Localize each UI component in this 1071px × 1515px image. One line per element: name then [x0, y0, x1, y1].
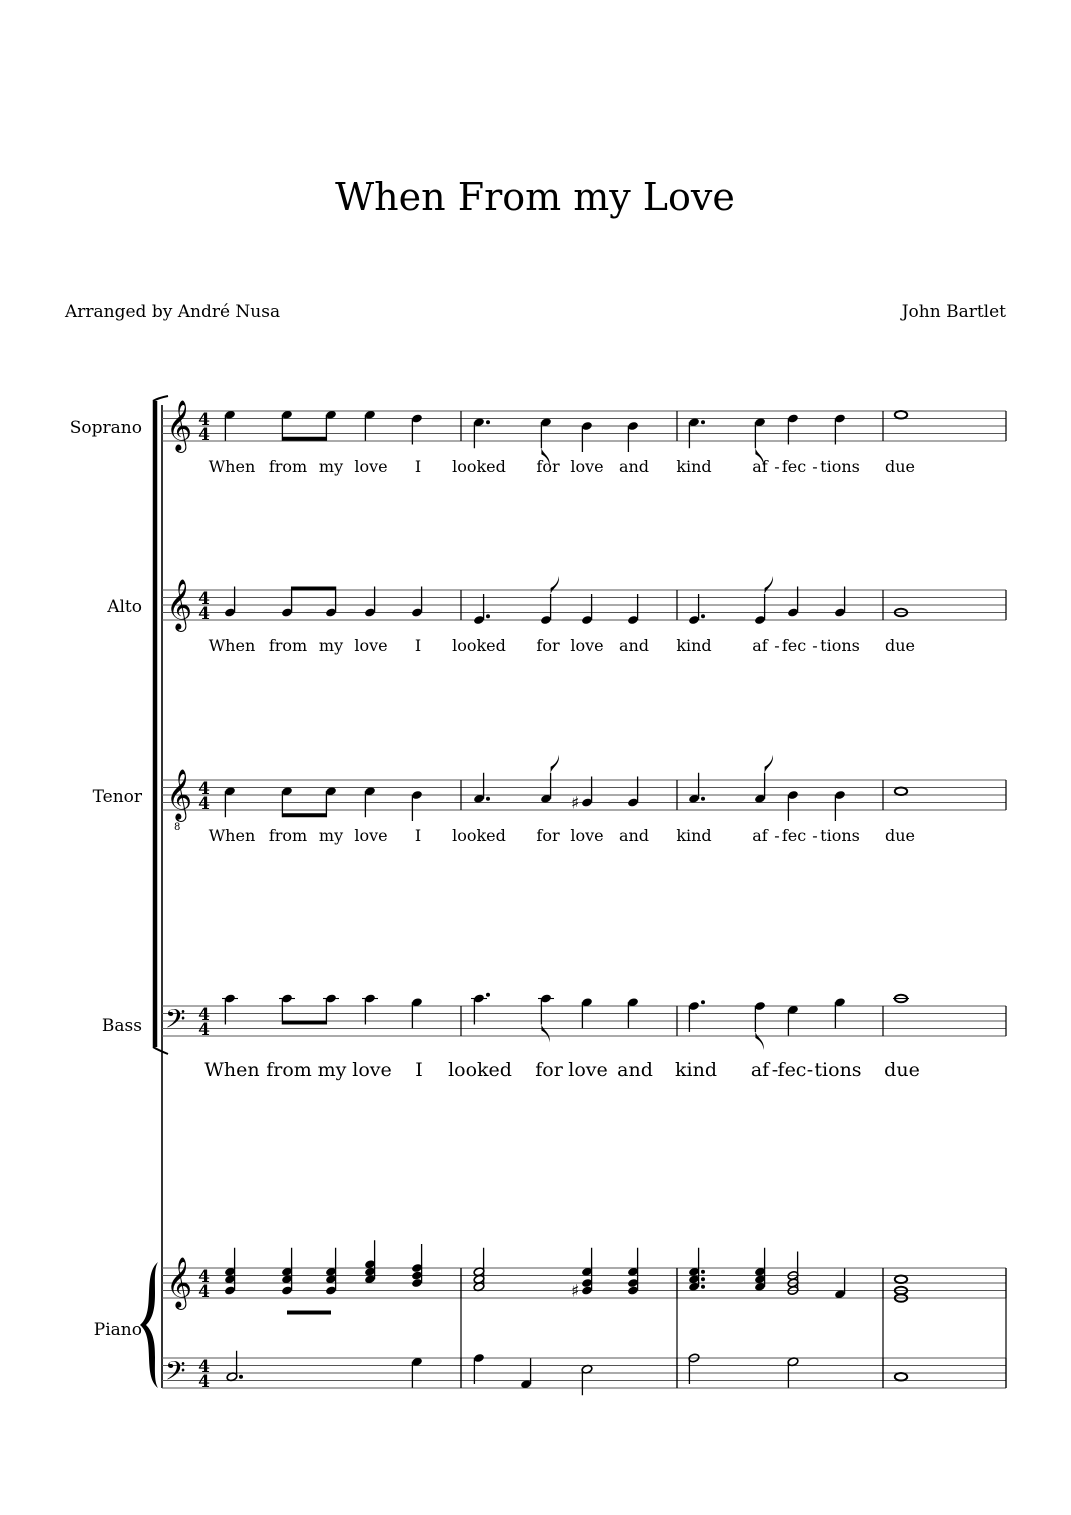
time-signature-denominator: 4 — [198, 604, 210, 624]
lyric-hyphen: - — [774, 826, 780, 845]
lyric-syllable: fec — [777, 1059, 807, 1081]
beam — [282, 1021, 326, 1025]
lyric-syllable: love — [570, 636, 604, 655]
lyric-syllable: and — [618, 457, 650, 476]
lyric-syllable: When — [208, 826, 256, 845]
bass-clef-icon: 𝄢 — [165, 1355, 186, 1393]
lyric-syllable: from — [268, 457, 308, 476]
staff-lines — [162, 411, 1006, 1388]
lyric-hyphen: - — [812, 826, 818, 845]
lyrics-alto — [209, 636, 915, 655]
staff-label-tenor: Tenor — [92, 787, 142, 807]
augmentation-dot — [701, 1000, 705, 1004]
lyric-syllable: love — [352, 1059, 392, 1081]
lyric-syllable: for — [536, 457, 560, 476]
augmentation-dot — [701, 1277, 705, 1281]
lyric-syllable: kind — [675, 1059, 717, 1081]
time-signature-denominator: 4 — [198, 425, 210, 445]
time-signature-numerator: 4 — [198, 410, 210, 430]
augmentation-dot — [486, 614, 490, 618]
lyric-syllable: When — [208, 457, 256, 476]
time-signature-numerator: 4 — [198, 589, 210, 609]
lyric-syllable: love — [568, 1059, 608, 1081]
beam — [282, 813, 326, 817]
lyric-syllable: for — [535, 1059, 563, 1081]
whole-note — [895, 1275, 907, 1283]
lyric-syllable: af — [752, 457, 768, 476]
lyric-hyphen: - — [806, 1059, 814, 1081]
lyric-syllable: I — [414, 636, 422, 655]
eighth-flag — [765, 755, 773, 773]
lyrics-bass — [204, 1059, 919, 1081]
lyric-syllable: and — [617, 1059, 653, 1081]
lyric-hyphen: - — [771, 1059, 779, 1081]
time-signature-numerator: 4 — [198, 1357, 210, 1377]
augmentation-dot — [486, 797, 490, 801]
staff-label-alto: Alto — [107, 597, 142, 617]
lyric-syllable: looked — [448, 1059, 512, 1081]
lyric-syllable: I — [414, 826, 422, 845]
lyric-syllable: love — [354, 457, 388, 476]
treble-clef-icon: 𝄞 — [166, 579, 193, 630]
lyric-syllable: my — [318, 457, 344, 476]
staff-label-bass: Bass — [101, 1016, 142, 1036]
lyric-syllable: kind — [676, 457, 712, 476]
lyric-hyphen: - — [812, 636, 818, 655]
lyric-syllable: I — [415, 1059, 423, 1081]
lyric-syllable: from — [268, 826, 308, 845]
lyric-syllable: looked — [452, 636, 506, 655]
lyric-syllable: When — [204, 1059, 260, 1081]
eighth-flag — [551, 755, 559, 773]
treble-clef-icon: 𝄞 — [166, 769, 193, 820]
augmentation-dot — [239, 1375, 243, 1379]
whole-note — [895, 411, 907, 419]
lyric-syllable: fec — [781, 636, 807, 655]
treble-clef-icon: 𝄞 — [166, 400, 193, 451]
lyric-syllable: tions — [814, 1059, 862, 1081]
lyric-syllable: due — [884, 826, 916, 845]
octave-marker: 8 — [174, 822, 181, 833]
augmentation-dot — [701, 797, 705, 801]
augmentation-dot — [701, 614, 705, 618]
lyric-syllable: and — [618, 636, 650, 655]
staff-label-piano: Piano — [93, 1320, 142, 1340]
augmentation-dot — [701, 1285, 705, 1289]
sharp-icon: ♯ — [571, 793, 580, 814]
composer-credit: John Bartlet — [901, 302, 1006, 322]
augmentation-dot — [701, 420, 705, 424]
lyric-syllable: love — [354, 636, 388, 655]
eighth-flag — [541, 1025, 549, 1043]
score-title: When From my Love — [335, 175, 735, 219]
augmentation-dot — [486, 993, 490, 997]
lyric-syllable: and — [618, 826, 650, 845]
lyric-syllable: When — [208, 636, 256, 655]
notes — [222, 410, 909, 1396]
eighth-flag — [551, 576, 559, 594]
time-signature-denominator: 4 — [198, 1372, 210, 1392]
lyric-syllable: I — [414, 457, 422, 476]
lyric-syllable: from — [268, 636, 308, 655]
lyric-syllable: tions — [820, 457, 860, 476]
piano-brace — [140, 1262, 158, 1388]
time-signature-denominator: 4 — [198, 794, 210, 814]
lyric-syllable: kind — [676, 636, 712, 655]
lyric-syllable: fec — [781, 826, 807, 845]
lyric-syllable: my — [317, 1059, 347, 1081]
lyric-syllable: looked — [452, 826, 506, 845]
whole-note — [895, 1373, 907, 1381]
choir-bracket-bottom — [153, 1047, 168, 1054]
lyric-syllable: love — [570, 826, 604, 845]
augmentation-dot — [486, 420, 490, 424]
lyric-syllable: tions — [820, 826, 860, 845]
lyric-syllable: for — [536, 826, 560, 845]
lyric-syllable: af — [750, 1059, 770, 1081]
staff-label-soprano: Soprano — [69, 418, 142, 438]
lyrics-tenor — [209, 826, 915, 845]
time-signature-numerator: 4 — [198, 1005, 210, 1025]
whole-note — [895, 787, 907, 795]
lyric-syllable: due — [884, 457, 916, 476]
arranger-credit: Arranged by André Nusa — [65, 302, 281, 322]
lyric-syllable: due — [884, 1059, 920, 1081]
lyrics-soprano — [209, 457, 915, 476]
lyric-hyphen: - — [774, 457, 780, 476]
augmentation-dot — [701, 1270, 705, 1274]
time-signature-numerator: 4 — [198, 1267, 210, 1287]
treble-clef-icon: 𝄞 — [166, 1257, 193, 1308]
lyric-syllable: kind — [676, 826, 712, 845]
eighth-flag — [765, 576, 773, 594]
lyric-syllable: from — [266, 1059, 312, 1081]
lyric-syllable: af — [752, 636, 768, 655]
beam — [282, 437, 326, 441]
eighth-flag — [755, 1032, 763, 1050]
time-signature-denominator: 4 — [198, 1282, 210, 1302]
time-signature-numerator: 4 — [198, 779, 210, 799]
bass-clef-icon: 𝄢 — [165, 1003, 186, 1041]
lyric-syllable: af — [752, 826, 768, 845]
lyric-syllable: tions — [820, 636, 860, 655]
lyric-syllable: fec — [781, 457, 807, 476]
lyric-hyphen: - — [812, 457, 818, 476]
lyric-syllable: my — [318, 826, 344, 845]
lyric-syllable: my — [318, 636, 344, 655]
lyric-syllable: for — [536, 636, 560, 655]
clefs — [165, 400, 210, 1393]
sharp-icon: ♯ — [571, 1281, 580, 1302]
time-signature-denominator: 4 — [198, 1020, 210, 1040]
lyric-syllable: love — [570, 457, 604, 476]
beam — [287, 1311, 331, 1315]
beam — [292, 587, 336, 591]
lyric-syllable: due — [884, 636, 916, 655]
lyric-syllable: looked — [452, 457, 506, 476]
lyric-hyphen: - — [774, 636, 780, 655]
lyric-syllable: love — [354, 826, 388, 845]
